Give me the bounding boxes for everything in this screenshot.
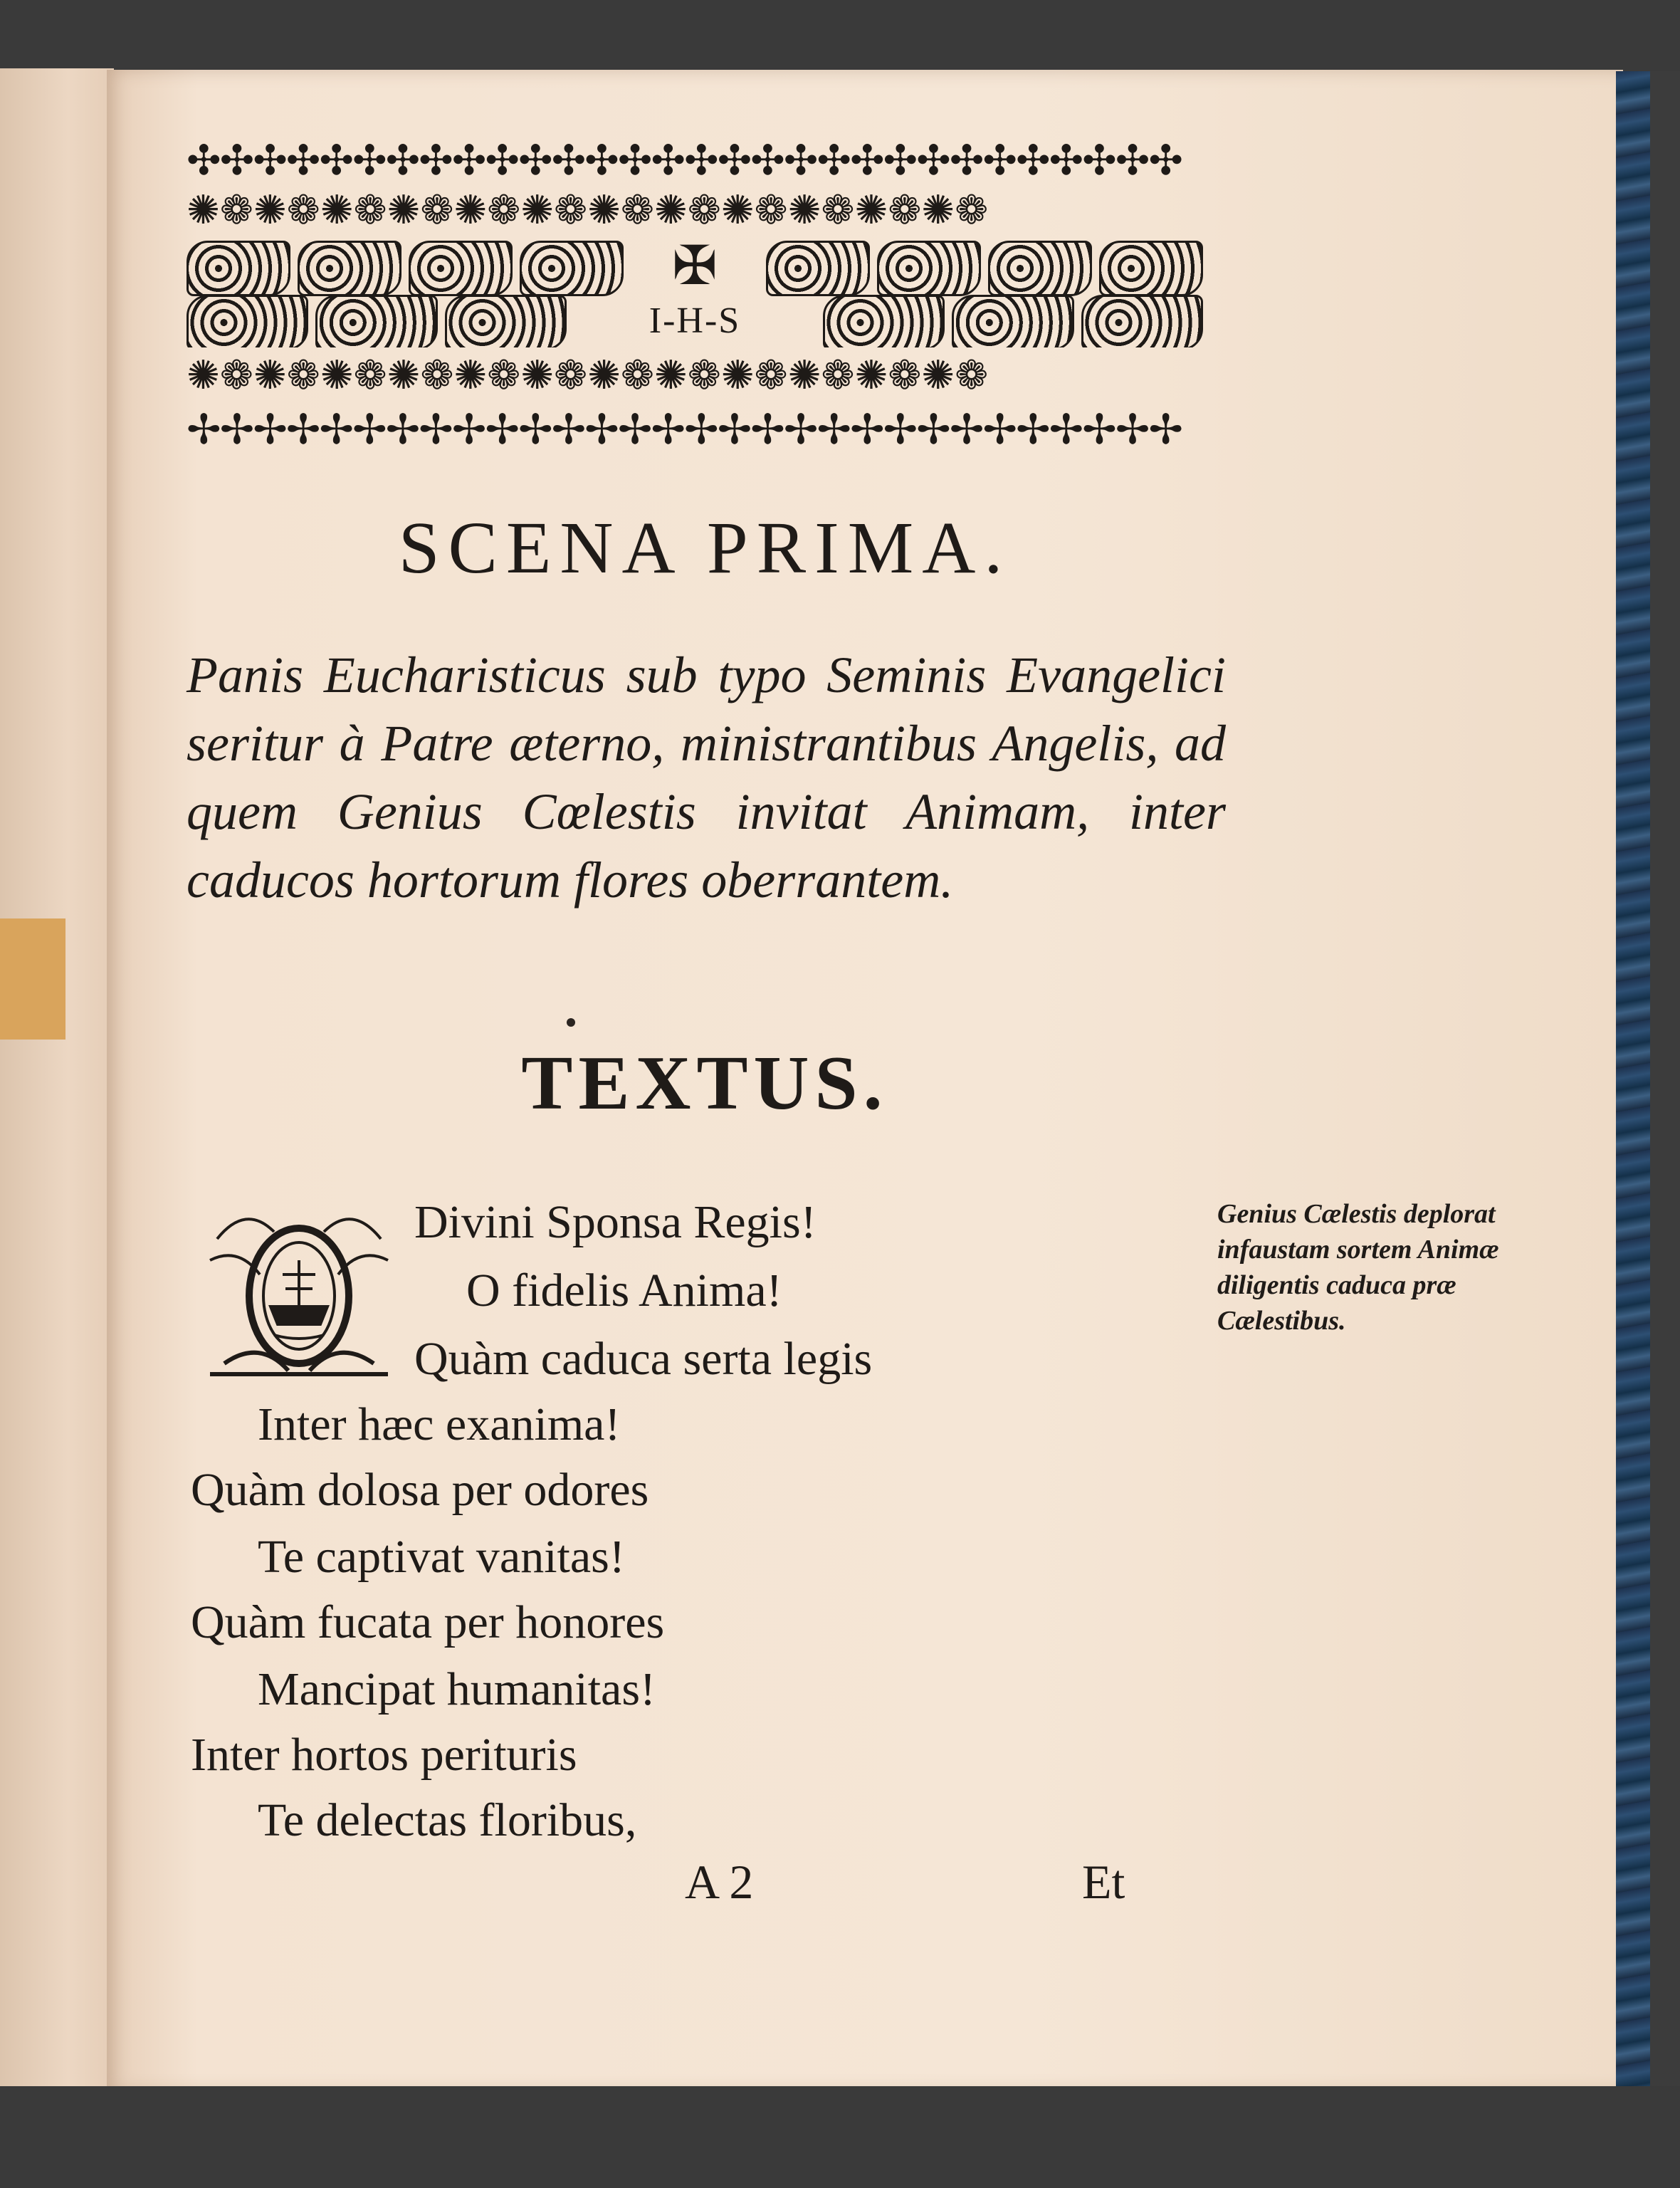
stray-dot: [567, 1018, 575, 1027]
verse-line-4: Inter hæc exanima!: [258, 1398, 621, 1450]
verse-line-7: Quàm fucata per honores: [191, 1596, 665, 1648]
verse-line-3: Quàm caduca serta legis: [414, 1333, 873, 1385]
text-heading: TEXTUS.: [521, 1041, 888, 1126]
verse-line-1: Divini Sponsa Regis!: [414, 1196, 817, 1248]
signature-mark: A 2: [685, 1855, 754, 1909]
margin-note: Genius Cælestis deplorat infaustam sortem Animæ diligentis caduca præ Cælestibus.: [1217, 1199, 1499, 1336]
verse-line-6: Te captivat vanitas!: [258, 1531, 625, 1583]
emblem-ship-icon: [203, 1196, 395, 1381]
scene-argument: Panis Eucharisticus sub typo Seminis Evangelici seritur à Patre æterno, ministrantibus Angelis, ad quem Genius Cœlestis invitat Animam, inter caducos hortorum flores oberrantem.: [187, 647, 1226, 909]
headpiece-ornament: [187, 135, 1203, 456]
verse-line-2: O fidelis Anima!: [466, 1265, 782, 1317]
ornament-scroll-block: [187, 241, 1203, 347]
ornament-rosette-row: ✺❁✺❁✺❁✺❁✺❁✺❁✺❁✺❁✺❁✺❁✺❁✺❁: [187, 187, 989, 234]
scan-background-top: [0, 0, 1680, 71]
ornament-cross-row: ✢✢✢✢✢✢✢✢✢✢✢✢✢✢✢✢✢✢✢✢✢✢✢✢✢✢✢✢✢✢: [187, 405, 1182, 454]
scene-heading: SCENA PRIMA.: [398, 507, 1012, 589]
ornament-cross-row: ✣✣✣✣✣✣✣✣✣✣✣✣✣✣✣✣✣✣✣✣✣✣✣✣✣✣✣✣✣✣: [187, 136, 1182, 184]
ihs-monogram: I-H-S: [649, 300, 741, 341]
paper-tab: [0, 918, 65, 1040]
scan-background-bottom: [0, 2086, 1680, 2188]
catchword: Et: [1082, 1855, 1125, 1909]
marbled-cover-edge: [1616, 71, 1650, 2090]
verse-line-9: Inter hortos perituris: [191, 1729, 577, 1781]
verse-line-8: Mancipat humanitas!: [258, 1663, 656, 1715]
cross-icon: ✠: [672, 241, 718, 296]
verse-line-10: Te delectas floribus,: [258, 1794, 637, 1846]
facing-page-edge: [0, 68, 114, 2098]
verse-line-5: Quàm dolosa per odores: [191, 1464, 649, 1516]
ornament-rosette-row: ✺❁✺❁✺❁✺❁✺❁✺❁✺❁✺❁✺❁✺❁✺❁✺❁: [187, 352, 989, 399]
